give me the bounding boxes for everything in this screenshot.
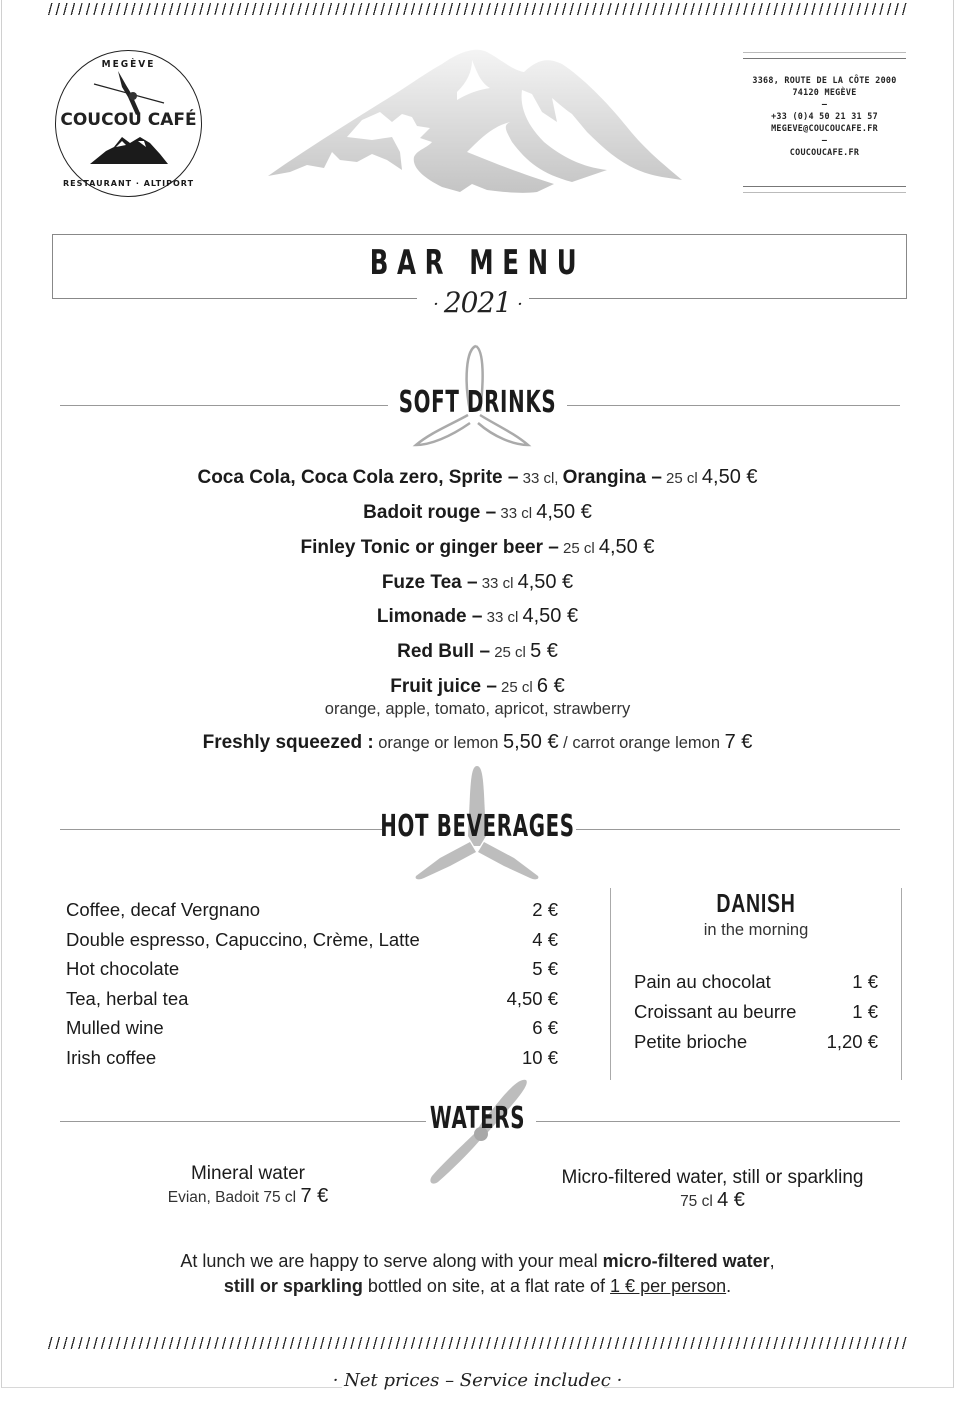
contact-rule-bottom-thin (743, 192, 906, 193)
year-dot-left: · (433, 294, 438, 315)
item-name: Irish coffee (66, 1046, 157, 1068)
section-title-waters: WATERS (429, 1101, 526, 1136)
menu-item (0, 466, 955, 490)
item-name: Red Bull – (397, 641, 491, 662)
item-price: 4,50 € (536, 501, 592, 523)
item-price: 4,50 € (522, 605, 579, 627)
menu-item-fresh (0, 731, 955, 754)
item-price: 10 € (521, 1046, 558, 1068)
item-price: 4,50 € (517, 571, 574, 593)
footer-dot-left: · (332, 1370, 339, 1391)
contact-separator: – (821, 99, 828, 109)
menu-row (634, 967, 878, 997)
item-price: 1 € (852, 1001, 878, 1022)
item-volume: Evian, Badoit 75 cl (167, 1189, 301, 1206)
website-link[interactable]: COUCOUCAFE.FR (789, 147, 860, 157)
item-name: Pain au chocolat (634, 971, 771, 992)
menu-item (0, 605, 955, 629)
item-price: 6 € (532, 1017, 558, 1039)
footer-note (0, 1370, 955, 1391)
item-price: 7 € (724, 731, 753, 753)
address-line-2: 74120 MEGÈVE (792, 87, 857, 97)
note-bold: micro-filtered water (602, 1251, 770, 1271)
menu-row (66, 984, 558, 1014)
note-text: At lunch we are happy to serve along with your meal (180, 1251, 603, 1271)
item-name: Finley Tonic or ginger beer – (300, 537, 559, 558)
item-price: 6 € (536, 675, 565, 697)
item-name: Micro-filtered water, still or sparkling (561, 1167, 864, 1188)
section-title-hot-beverages: HOT BEVERAGES (380, 809, 575, 844)
item-price: 4,50 € (701, 466, 758, 488)
item-name: Orangina – (562, 467, 662, 488)
logo-tagline: RESTAURANT · ALTIPORT (62, 179, 195, 188)
menu-item (0, 571, 955, 595)
item-price: 5,50 € (502, 731, 559, 753)
item-option: / carrot orange lemon (558, 734, 725, 752)
item-price: 7 € (300, 1185, 329, 1207)
menu-row (66, 954, 558, 984)
contact-rule-bottom (743, 186, 906, 187)
menu-row (634, 1027, 878, 1057)
item-volume: 25 cl (490, 644, 531, 661)
item-name: Mineral water (190, 1163, 306, 1184)
menu-year (0, 286, 955, 319)
note-underlined: 1 € per person (610, 1276, 727, 1296)
footer-text: Net prices – Service includec (344, 1370, 611, 1391)
menu-item (0, 640, 955, 664)
item-detail: orange, apple, tomato, apricot, strawberry (324, 700, 631, 718)
waters-header (0, 1101, 955, 1141)
item-price: 2 € (532, 899, 558, 920)
page-title: BAR MENU (369, 243, 586, 283)
year-dot-right: · (517, 294, 522, 315)
item-name: Badoit rouge – (363, 502, 497, 523)
item-name: Mulled wine (66, 1017, 164, 1039)
email-address[interactable]: MEGEVE@COUCOUCAFE.FR (771, 123, 878, 133)
item-volume: 33 cl, (518, 470, 563, 487)
hot-beverages-header (0, 809, 955, 849)
item-name: Limonade – (376, 606, 483, 627)
item-volume: 75 cl (680, 1193, 718, 1210)
contact-rule-top-thin (743, 52, 906, 53)
contact-info (743, 52, 906, 194)
item-name: Croissant au beurre (634, 1001, 797, 1022)
coucou-cafe-logo (55, 50, 202, 197)
year-text: 2021 (443, 286, 512, 319)
item-name: Coca Cola, Coca Cola zero, Sprite – (197, 467, 519, 488)
note-text: , (769, 1251, 775, 1271)
mineral-water (138, 1163, 358, 1208)
danish-title: DANISH (716, 888, 796, 918)
item-name: Coffee, decaf Vergnano (66, 899, 261, 920)
item-volume: 25 cl (558, 540, 599, 557)
item-price: 5 € (532, 958, 558, 980)
item-name: Freshly squeezed : (202, 732, 374, 753)
logo-name: COUCOU CAFÉ (60, 110, 197, 130)
address-line-1: 3368, ROUTE DE LA CÔTE 2000 (752, 75, 897, 85)
hot-beverages-list (66, 895, 558, 1073)
menu-row (66, 925, 558, 955)
contact-rule-top (743, 58, 906, 59)
section-title-soft-drinks: SOFT DRINKS (398, 385, 557, 420)
item-detail (530, 1189, 895, 1212)
danish-list (634, 967, 878, 1057)
item-name: Fuze Tea – (381, 572, 478, 593)
item-name: Fruit juice – (390, 676, 497, 697)
micro-filtered-water (530, 1167, 895, 1212)
item-price: 4,50 € (506, 987, 558, 1009)
item-volume: 33 cl (482, 609, 523, 626)
danish-panel (610, 888, 902, 1080)
bottom-hatch-border (47, 1337, 909, 1349)
menu-row (66, 895, 558, 925)
menu-item (0, 536, 955, 560)
phone-number[interactable]: +33 (0)4 50 21 31 57 (771, 111, 878, 121)
item-name: Double espresso, Capuccino, Crème, Latte (66, 928, 420, 950)
item-price: 5 € (530, 640, 558, 662)
footer-dot-right: · (616, 1370, 623, 1391)
logo-location-text: MEGÈVE (101, 59, 156, 70)
note-bold: still or sparkling (223, 1276, 363, 1296)
menu-row (634, 997, 878, 1027)
danish-subtitle: in the morning (703, 921, 809, 939)
menu-row (66, 1043, 558, 1073)
mountain-illustration (262, 42, 687, 202)
contact-separator: – (821, 135, 828, 145)
top-hatch-border (47, 3, 909, 15)
lunch-water-note (0, 1249, 955, 1299)
note-text: . (726, 1276, 732, 1296)
menu-item (0, 501, 955, 525)
item-volume: 25 cl (496, 679, 537, 696)
item-volume: 25 cl (661, 470, 702, 487)
item-name: Petite brioche (634, 1031, 748, 1052)
item-price: 4 € (532, 928, 558, 950)
item-detail (138, 1185, 358, 1208)
item-price: 1,20 € (826, 1031, 878, 1052)
item-volume: 33 cl (477, 575, 518, 592)
item-name: Tea, herbal tea (66, 987, 189, 1009)
soft-drinks-header (0, 385, 955, 425)
item-price: 4 € (717, 1189, 745, 1211)
item-price: 4,50 € (598, 536, 655, 558)
item-option: orange or lemon (373, 734, 503, 752)
item-price: 1 € (852, 971, 878, 992)
item-name: Hot chocolate (66, 958, 180, 980)
note-text: bottled on site, at a flat rate of (362, 1276, 611, 1296)
menu-item (0, 675, 955, 699)
item-volume: 33 cl (496, 505, 537, 522)
menu-row (66, 1013, 558, 1043)
